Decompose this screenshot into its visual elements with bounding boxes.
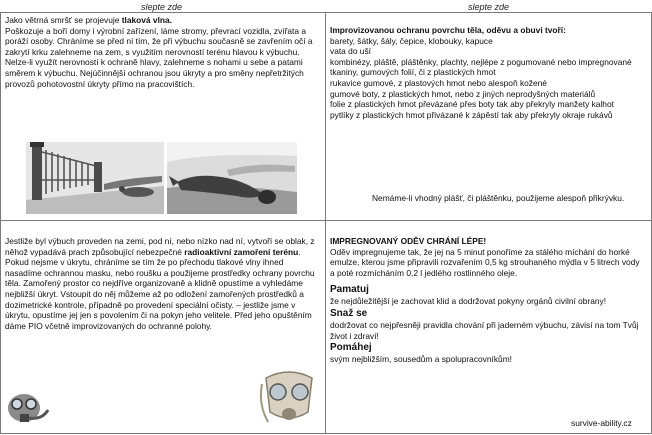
blast-wave-text: Jako větrná smršť se projevuje tlaková vlna. Poškozuje a boří domy i výrobní zařízení, láme stromy, převrací vozidla, zvířata a poráží osoby. Chráníme se před ní tím, že při výbuchu současně se zavřením očí a zakrytí krku zalehneme na zem, s využitím nerovností terénu hlavou k výbuchu. Nelze-li využít nerovností k ochraně hlavy, zalehneme s nohami u sebe a patami směrem k výbuchu. Nejúčinnější ochranou jsou úkryty a pro směny nepřetržitých provozů pohotovostní úkryty přímo na pracovištích.	[5, 15, 313, 89]
blast-wave-term: tlaková vlna.	[121, 15, 172, 25]
help-text: svým nejbližším, sousedům a spolupracovníkům!	[330, 354, 512, 365]
help-heading: Pomáhej	[330, 342, 372, 354]
protection-section	[330, 25, 645, 120]
gas-mask-icon	[4, 388, 52, 430]
protection-item: gumové boty, z plastických hmot, nebo z jiných neprodyšných materiálů	[330, 88, 596, 99]
protection-item: kombinézy, pláště, pláštěnky, plachty, nejlépe z pogumované nebo impregnované tkaniny, gumových folií, či z plastických hmot	[330, 56, 632, 78]
remember-heading: Pamatuj	[330, 284, 369, 296]
page-grid	[0, 12, 651, 433]
impregnation-heading: IMPREGNOVANÝ ODĚV CHRÁNÍ LÉPE!	[330, 236, 487, 246]
impregnation-section	[330, 236, 646, 365]
fallout-text: Jestliže byl výbuch proveden na zemi, pod ní, nebo nízko nad ní, vytvoří se oblak, z něhož vypadává prach způsobující nebezpečné radioaktivní zamoření terénu. Pokud nejsme v úkrytu, chráníme se tím že po přechodu tlakové vlny ihned nasadíme ochrannou masku, nebo roušku a použijeme prostředky ochrany povrchu těla. Zamořený prostor co nejdříve organizovaně a klidně opustíme a vyhledáme nejbližší úkryt. Vstoupit do něj můžeme až po odložení zamořených prostředků a dozimetrické kontrole, případně po provedení speciální očisty. – jestliže jsme v úkrytu, opustíme jej jen s povolením či na pokyn jeho velitele. Před jeho opuštěním dáme PIO včetně improvizovaných do ochranné polohy.	[5, 236, 315, 331]
glue-label-left: slepte zde	[141, 2, 183, 12]
row-divider	[0, 220, 651, 221]
try-heading: Snaž se	[330, 307, 368, 319]
fallout-section	[5, 236, 317, 331]
fallout-term: radioaktivní zamoření terénu	[184, 246, 299, 257]
source-credit: survive-ability.cz	[571, 418, 632, 428]
column-divider	[325, 12, 326, 433]
protection-item: barety, šátky, šály, čepice, klobouky, kapuce	[330, 35, 493, 46]
protection-item: rukavice gumové, z plastových hmot nebo alespoň kožené	[330, 77, 547, 88]
protection-item: folie z plastických hmot převázané přes boty tak aby překryly manžety kalhot	[330, 99, 614, 110]
protection-item: pytlíky z plastických hmot přivázané k zápěstí tak aby překryly okraje rukávů	[330, 109, 613, 120]
impregnation-text: Oděv impregnujeme tak, že jej na 5 minut ponoříme za stálého míchání do horké emulze, kterou jsme připravili rozvařením 0,5 kg strouhaného mýdla v 5 litrech vody a poté rozmícháním 0,2 l jedlého rostlinného oleje.	[330, 246, 640, 278]
destroyed-wall-illustration	[26, 142, 164, 214]
blast-wave-paragraph: Poškozuje a boří domy i výrobní zařízení, láme stromy, převrací vozidla, zvířata a poráží osoby. Chráníme se před ní tím, že při výbuchu současně se zavřením očí a zakrytí krku zalehneme na zem, s využitím nerovností terénu hlavou k výbuchu. Nelze-li využít nerovností k ochraně hlavy, zalehneme s nohami u sebe a patami směrem k výbuchu. Nejúčinnější ochranou jsou úkryty a pro směny nepřetržitých provozů pohotovostní úkryty přímo na pracovištích.	[5, 25, 313, 89]
try-text: dodržovat co nejpřesněji pravidla chování při jaderném výbuchu, závisí na tom Tvůj život i zdraví!	[330, 319, 639, 341]
blast-wave-section	[5, 15, 321, 89]
glue-label-right: slepte zde	[468, 2, 510, 12]
protection-item: vata do uší	[330, 46, 371, 57]
remember-text: že nejdůležitější je zachovat klid a dodržovat pokyny orgánů civilní obrany!	[330, 296, 607, 307]
respirator-mask-icon	[258, 364, 320, 430]
protection-heading: Improvizovanou ochranu povrchu těla, oděvu a obuvi tvoří:	[330, 25, 566, 35]
blanket-note: Nemáme-li vhodný plášť, či pláštěnku, použijeme alespoň přikrývku.	[372, 193, 625, 203]
lying-person-illustration	[167, 142, 297, 214]
